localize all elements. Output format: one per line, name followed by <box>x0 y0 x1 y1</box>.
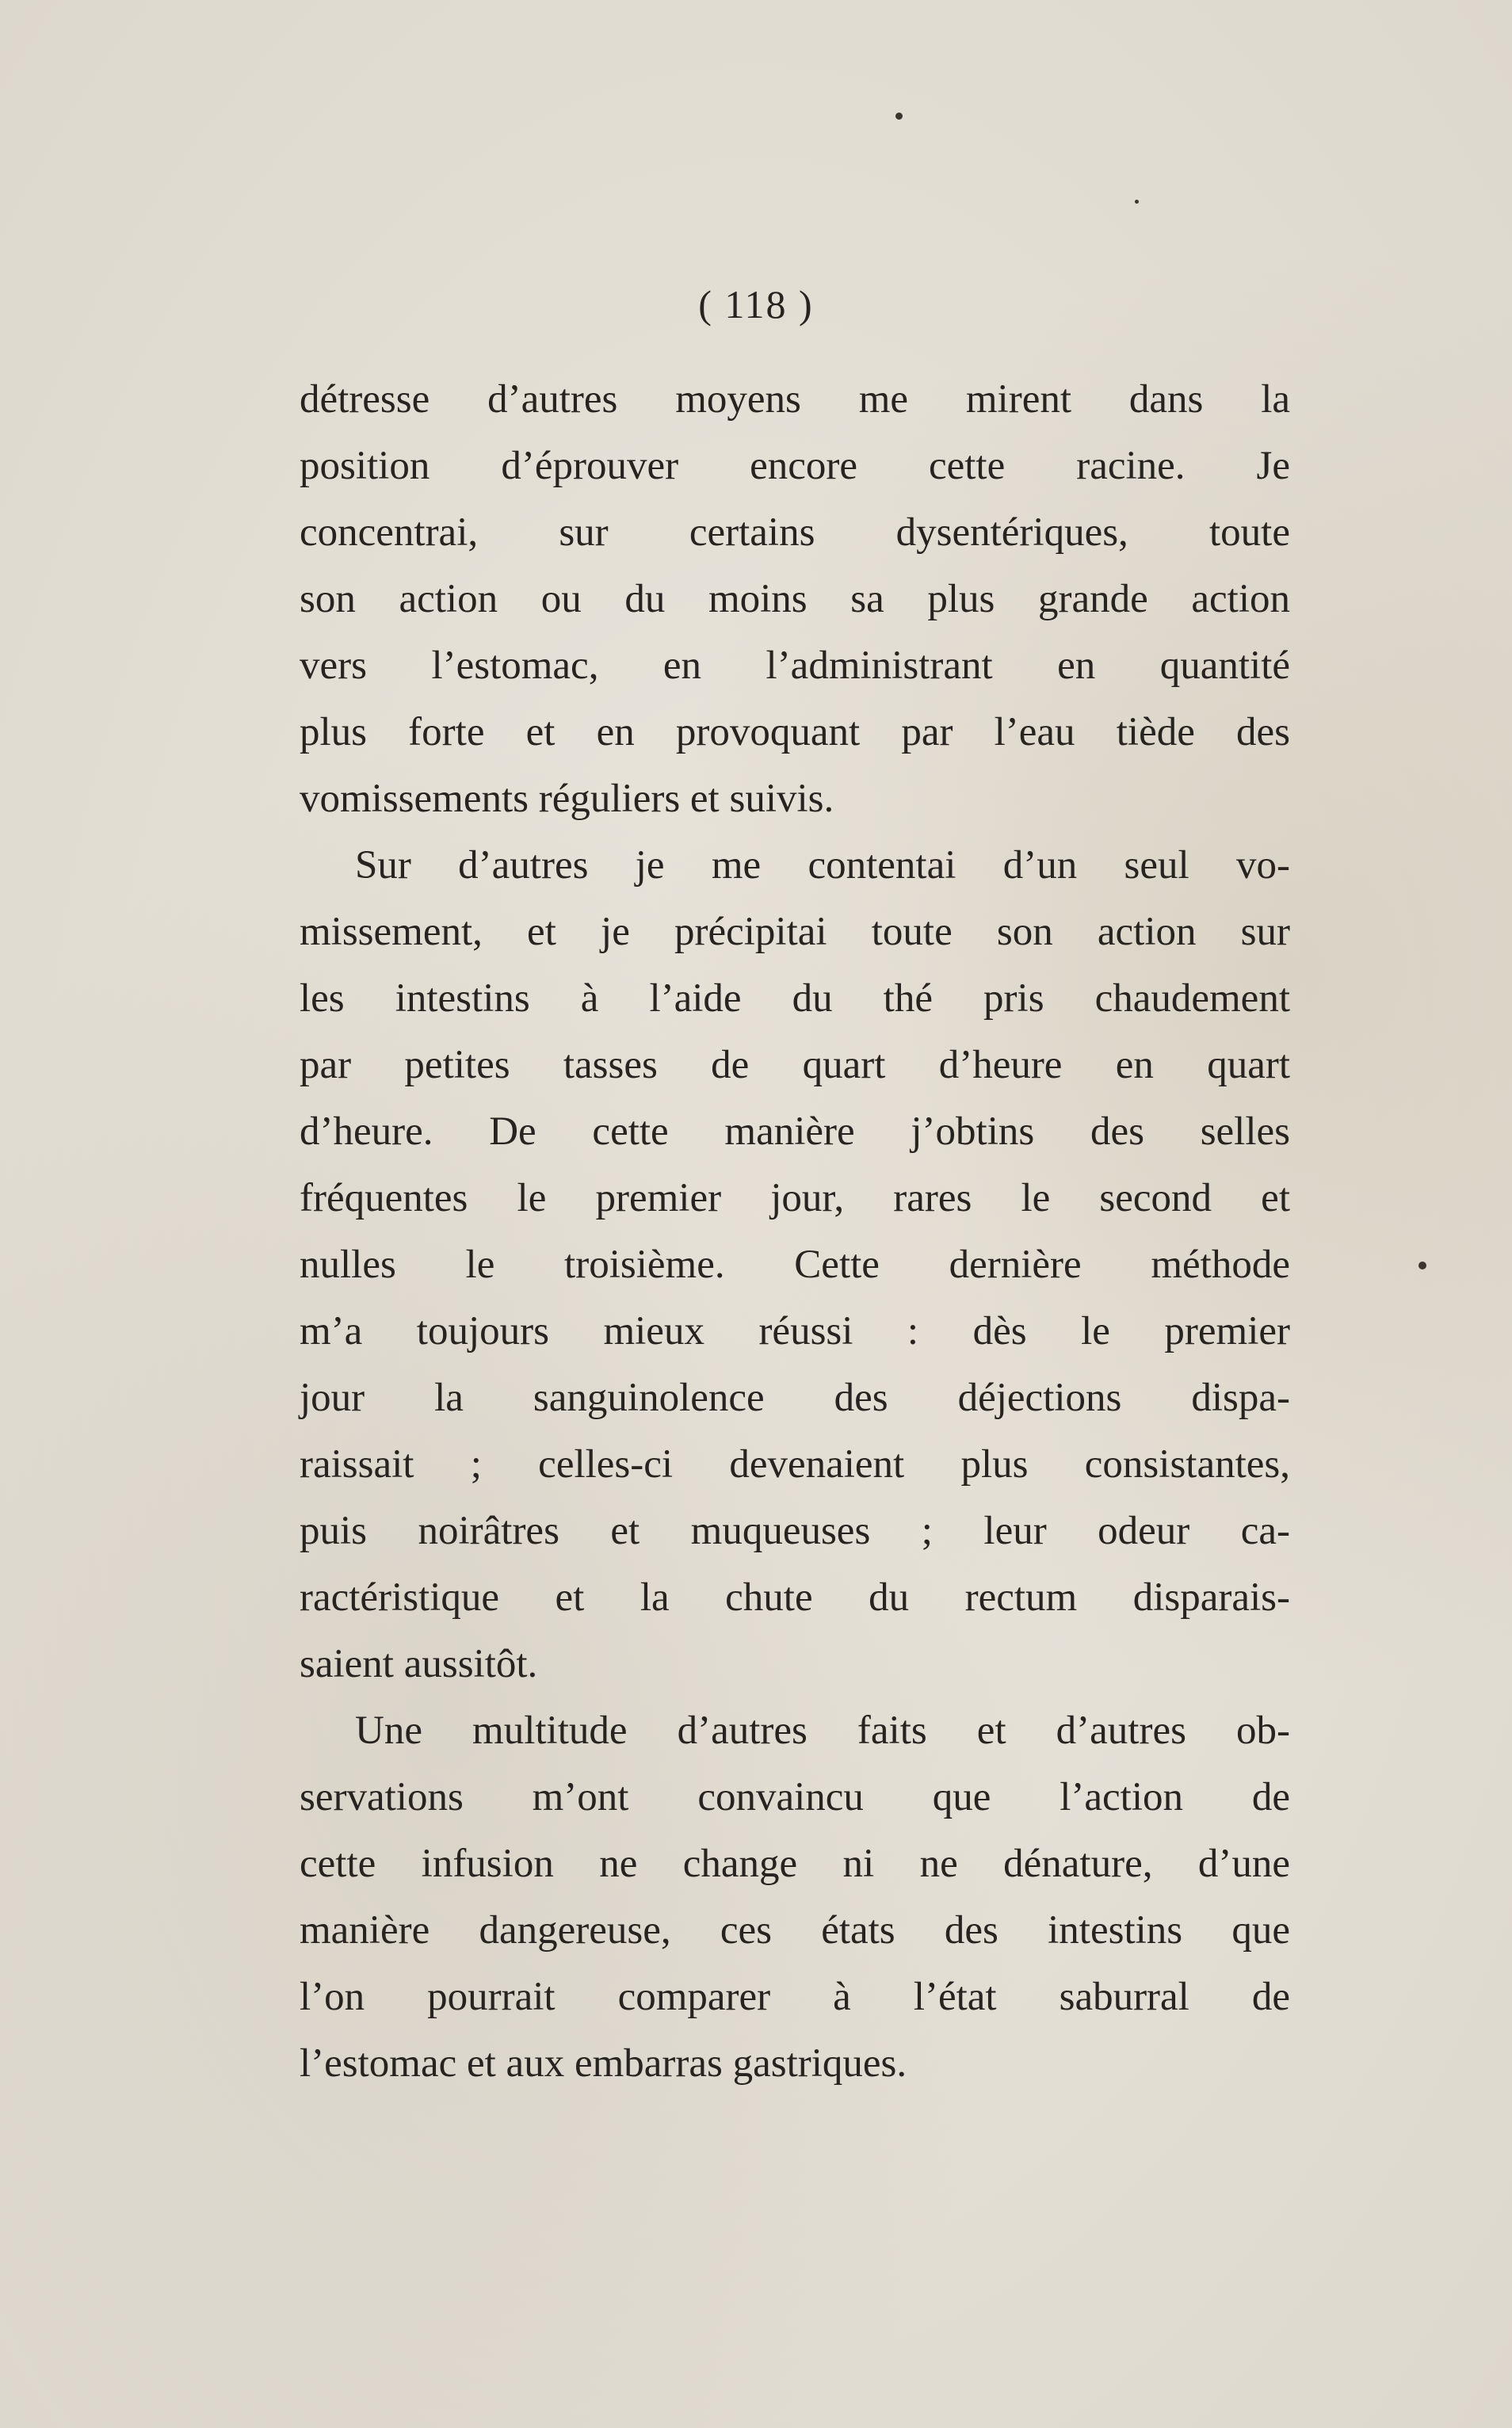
text-line: Sur d’autres je me contentai d’un seul vo- <box>355 843 1290 888</box>
text-line: vomissements réguliers et suivis. <box>300 777 834 821</box>
paragraph-3 <box>300 1697 1290 2097</box>
ink-speck <box>1418 1262 1426 1269</box>
text-line: puis noirâtres et muqueuses ; leur odeur ca- <box>300 1509 1290 1553</box>
text-line: servations m’ont convaincu que l’action de <box>300 1775 1290 1819</box>
text-line: m’a toujours mieux réussi : dès le premier <box>300 1309 1290 1353</box>
text-line: ractéristique et la chute du rectum disparais- <box>300 1575 1290 1620</box>
text-line: les intestins à l’aide du thé pris chaudement <box>300 976 1290 1021</box>
text-line: plus forte et en provoquant par l’eau tiède des <box>300 710 1290 754</box>
page-number: ( 118 ) <box>698 282 814 326</box>
text-line: cette infusion ne change ni ne dénature, d’une <box>300 1842 1290 1886</box>
text-line: l’estomac et aux embarras gastriques. <box>300 2041 907 2086</box>
text-line: nulles le troisième. Cette dernière méthode <box>300 1243 1290 1287</box>
text-line: concentrai, sur certains dysentériques, toute <box>300 510 1290 555</box>
text-line: manière dangereuse, ces états des intestins que <box>300 1908 1290 1953</box>
text-line: jour la sanguinolence des déjections dispa- <box>300 1376 1290 1420</box>
text-line: raissait ; celles-ci devenaient plus consistantes, <box>300 1442 1290 1487</box>
ink-speck <box>895 113 903 120</box>
text-line: position d’éprouver encore cette racine. Je <box>300 444 1290 488</box>
body-text <box>300 366 1290 2097</box>
text-line: fréquentes le premier jour, rares le second et <box>300 1176 1290 1220</box>
text-line: son action ou du moins sa plus grande action <box>300 577 1290 621</box>
text-line: vers l’estomac, en l’administrant en quantité <box>300 643 1290 688</box>
text-line: l’on pourrait comparer à l’état saburral de <box>300 1975 1290 2019</box>
ink-speck <box>1135 200 1139 204</box>
text-line: d’heure. De cette manière j’obtins des selles <box>300 1109 1290 1154</box>
text-line: saient aussitôt. <box>300 1642 538 1686</box>
text-line: détresse d’autres moyens me mirent dans la <box>300 377 1290 422</box>
text-line: par petites tasses de quart d’heure en quart <box>300 1043 1290 1087</box>
paragraph-2 <box>300 832 1290 1697</box>
paragraph-1 <box>300 366 1290 832</box>
text-line: Une multitude d’autres faits et d’autres ob- <box>355 1708 1290 1753</box>
text-line: missement, et je précipitai toute son action sur <box>300 910 1290 954</box>
